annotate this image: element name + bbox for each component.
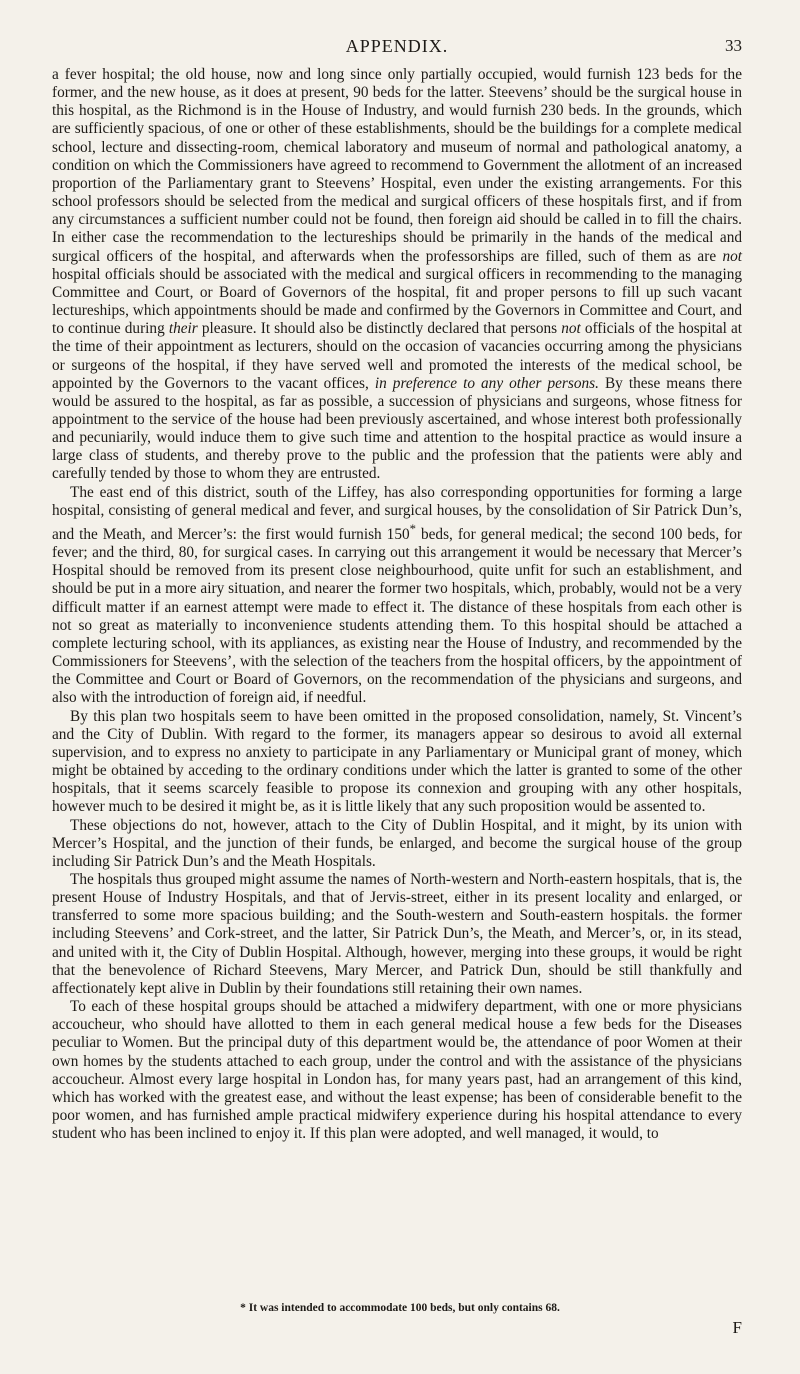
emphasis: in preference to any other persons.	[374, 374, 599, 392]
page-header	[52, 36, 742, 58]
text-run: The east end of this district, south of the Liffey, has also corresponding opportunities for forming a large hospital, consisting of general medical and fever, and surgical houses, by the consolidation of Sir Patrick Dun’s, and the Meath, and Mercer’s: the first would furnish 150	[52, 483, 742, 543]
body-text	[52, 66, 742, 1143]
paragraph	[52, 66, 742, 484]
emphasis: their	[168, 320, 198, 338]
paragraph	[52, 998, 742, 1143]
text-run: The hospitals thus grouped might assume the names of North-western and North-eastern hospitals, that is, the present House of Industry Hospitals, and that of Jervis-street, either in its present locality and enlarged, or transferred to some more spacious building; and the South-western and South-eastern hospitals. the former including Steevens’ and Cork-street, and the latter, Sir Patrick Dun’s, the Meath, and Mercer’s, or, in its stead, and united with it, the City of Dublin Hospital. Although, however, merging into these groups, it would be right that the benevolence of Richard Steevens, Mary Mercer, and Patrick Dun, should be still thankfully and affectionately kept alive in Dublin by their foundations still retaining their own names.	[52, 870, 742, 997]
footnote-marker: *	[409, 521, 416, 536]
signature-mark: F	[732, 1318, 742, 1337]
text-run: By this plan two hospitals seem to have been omitted in the proposed consolidation, namely, St. Vincent’s and the City of Dublin. With regard to the former, its managers appear so desirous to avoid all external supervision, and to express no anxiety to participate in any Parliamentary or Municipal grant of money, which might be obtained by acceding to the ordinary conditions under which the latter is granted to some of the other hospitals, that it seems scarcely feasible to propose its connexion and grouping with any other hospitals, however much to be desired it might be, as it is little likely that any such proposition would be assented to.	[52, 707, 742, 816]
text-run: By these means there would be assured to the hospital, as far as possible, a succession of physicians and surgeons, whose fitness for appointment to the service of the house had been previously ascertained, and whose interest both professionally and pecuniarily, would induce them to give such time and attention to the hospital practice as would insure a large class of students, and thereby prove to the public and the profession that the patients were ably and carefully tended by those to whom they are entrusted.	[52, 374, 742, 483]
paragraph	[52, 484, 742, 708]
emphasis: not	[561, 320, 581, 338]
emphasis: not	[722, 247, 742, 265]
text-run: To each of these hospital groups should be attached a midwifery department, with one or more physicians accoucheur, who should have allotted to them in each general medical house a few beds for the Diseases peculiar to Women. But the principal duty of this department would be, the attendance of poor Women at their own homes by the students attached to each group, under the control and with the assistance of the physicians accoucheur. Almost every large hospital in London has, for many years past, had an arrangement of this kind, which has worked with the greatest ease, and without the least expense; has been of considerable benefit to the poor women, and has furnished ample practical midwifery experience during his hospital attendance to every student who has been inclined to enjoy it. If this plan were adopted, and well managed, it would, to	[52, 998, 742, 1143]
running-title: APPENDIX.	[345, 36, 449, 56]
footnote: * It was intended to accommodate 100 beds, but only contains 68.	[240, 1302, 560, 1314]
text-run: pleasure. It should also be distinctly declared that persons	[197, 320, 562, 338]
text-run: hospital officials should be associated with the medical and surgical officers in recommending to the managing Committee and Court, or Board of Governors of the hospital, fit and proper persons to fill up such vacant lectureships, which appointments should be made and confirmed by the Governors in Committee and Court, and to continue during	[52, 265, 742, 338]
paragraph	[52, 708, 742, 817]
paragraph	[52, 817, 742, 871]
text-run: a fever hospital; the old house, now and long since only partially occupied, would furnish 123 beds for the former, and the new house, as it does at present, 90 beds for the latter. Steevens’ should be the surgical house in this hospital, as the Richmond is in the House of Industry, and would furnish 230 beds. In the grounds, which are sufficiently spacious, of one or other of these establishments, should be the buildings for a complete medical school, lecture and dissecting-room, chemical laboratory and museum of normal and pathological anatomy, a condition on which the Commissioners have agreed to recommend to Government the allotment of an increased proportion of the Parliamentary grant to Steevens’ Hospital, even under the existing arrangements. For this school professors should be selected from the medical and surgical officers of these hospitals first, and if from any circumstances a sufficient number could not be found, then foreign aid should be called in to fill the chairs. In either case the recommendation to the lectureships should be primarily in the hands of the medical and surgical officers of the hospital, and afterwards when the professorships are filled, such of them as are	[52, 66, 742, 265]
text-run: These objections do not, however, attach to the City of Dublin Hospital, and it might, by its union with Mercer’s Hospital, and the junction of their funds, be enlarged, and become the surgical house of the group including Sir Patrick Dun’s and the Meath Hospitals.	[52, 816, 742, 870]
paragraph	[52, 871, 742, 998]
page-number: 33	[725, 36, 742, 55]
text-run: officials of the hospital at the time of their appointment as lecturers, should on the occasion of vacancies occurring among the physicians or surgeons of the hospital, if they have served well and promoted the interests of the medical school, be appointed by the Governors to the vacant offices,	[52, 320, 742, 392]
text-run: beds, for general medical; the second 100 beds, for fever; and the third, 80, for surgical cases. In carrying out this arrangement it would be necessary that Mercer’s Hospital should be removed from its present close neighbourhood, quite unfit for such an establishment, and should be put in a more airy situation, and nearer the former two hospitals, which, probably, would not be a very difficult matter if an earnest attempt were made to effect it. The distance of these hospitals from each other is not so great as materially to inconvenience students attending them. To this hospital should be attached a complete lecturing school, with its appliances, as existing near the House of Industry, and recommended by the Commissioners for Steevens’, with the selection of the teachers from the hospital officers, by the appointment of the Committee and Court or Board of Governors, on the recommendation of the physicians and surgeons, and also with the introduction of foreign aid, if needful.	[52, 526, 743, 707]
